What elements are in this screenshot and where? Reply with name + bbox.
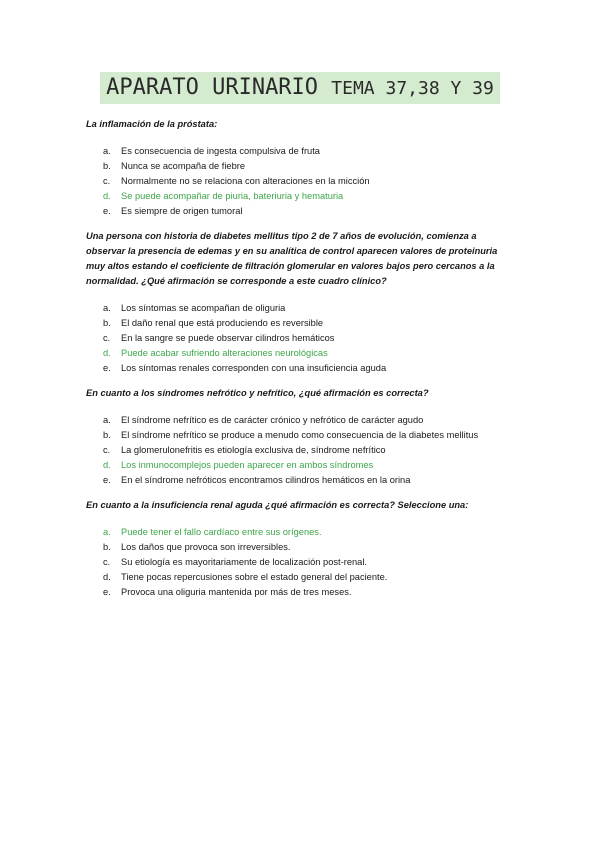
option-d-correct[interactable] [86,458,516,473]
option-text: Los daños que provoca son irreversibles. [121,542,291,552]
title-main: APARATO URINARIO [106,75,319,100]
option-letter: e. [103,363,111,373]
option-letter: b. [103,430,111,440]
option-c[interactable] [86,443,516,458]
option-letter: d. [103,460,111,470]
option-text: Normalmente no se relaciona con alteraciones en la micción [121,176,370,186]
option-text: La glomerulonefritis es etiología exclusiva de, síndrome nefrítico [121,445,386,455]
option-text: Puede acabar sufriendo alteraciones neurológicas [121,348,328,358]
option-letter: d. [103,572,111,582]
question-block-1 [86,117,516,219]
option-text: Puede tener el fallo cardíaco entre sus orígenes. [121,527,322,537]
option-text: Nunca se acompaña de fiebre [121,161,246,171]
option-list [86,144,516,219]
option-e[interactable] [86,361,516,376]
option-c[interactable] [86,555,516,570]
question-text: En cuanto a la insuficiencia renal aguda ¿qué afirmación es correcta? Seleccione una: [86,500,469,510]
option-text: Es siempre de origen tumoral [121,206,243,216]
option-letter: c. [103,176,111,186]
option-letter: a. [103,146,111,156]
option-text: Los síntomas renales corresponden con una insuficiencia aguda [121,363,387,373]
question-text: Una persona con historia de diabetes mellitus tipo 2 de 7 años de evolución, comienza a observar la presencia de edemas y en su analítica de control aparecen valores de proteinuria muy altos estando el coeficiente de filtración glomerular en valores bajos pero cercanos a la normalidad. ¿Qué afirmación se corresponde a este cuadro clínico? [86,231,498,286]
option-text: El síndrome nefrítico es de carácter crónico y nefrótico de carácter agudo [121,415,424,425]
option-text: Los síntomas se acompañan de oliguria [121,303,286,313]
option-list [86,413,516,488]
option-letter: a. [103,415,111,425]
option-b[interactable] [86,159,516,174]
option-a[interactable] [86,144,516,159]
option-letter: a. [103,303,111,313]
page-title [100,72,500,104]
option-text: En el síndrome nefróticos encontramos cilindros hemáticos en la orina [121,475,411,485]
option-b[interactable] [86,540,516,555]
option-e[interactable] [86,585,516,600]
option-text: El daño renal que está produciendo es reversible [121,318,324,328]
option-text: En la sangre se puede observar cilindros hemáticos [121,333,335,343]
option-letter: e. [103,206,111,216]
option-text: Los inmunocomplejos pueden aparecer en ambos síndromes [121,460,374,470]
quiz-content [86,117,516,610]
option-text: Tiene pocas repercusiones sobre el estado general del paciente. [121,572,388,582]
option-letter: b. [103,318,111,328]
option-b[interactable] [86,316,516,331]
question-text: La inflamación de la próstata: [86,119,218,129]
option-text: Es consecuencia de ingesta compulsiva de fruta [121,146,320,156]
option-letter: d. [103,191,111,201]
option-d-correct[interactable] [86,189,516,204]
question-text: En cuanto a los síndromes nefrótico y nefrítico, ¿qué afirmación es correcta? [86,388,429,398]
option-a[interactable] [86,413,516,428]
question-block-4 [86,498,516,600]
option-list [86,301,516,376]
option-letter: d. [103,348,111,358]
option-c[interactable] [86,174,516,189]
option-c[interactable] [86,331,516,346]
option-list [86,525,516,600]
option-letter: c. [103,557,111,567]
option-letter: a. [103,527,111,537]
option-a-correct[interactable] [86,525,516,540]
option-letter: b. [103,161,111,171]
option-letter: e. [103,475,111,485]
option-text: Se puede acompañar de piuria, bateriuria y hematuria [121,191,344,201]
question-block-3 [86,386,516,488]
option-letter: e. [103,587,111,597]
option-letter: c. [103,333,111,343]
option-d[interactable] [86,570,516,585]
title-container [0,72,600,104]
option-b[interactable] [86,428,516,443]
option-a[interactable] [86,301,516,316]
option-e[interactable] [86,473,516,488]
title-sub: TEMA 37,38 Y 39 [331,78,494,99]
option-d-correct[interactable] [86,346,516,361]
question-block-2 [86,229,516,376]
option-text: Su etiología es mayoritariamente de localización post-renal. [121,557,367,567]
option-letter: b. [103,542,111,552]
option-e[interactable] [86,204,516,219]
option-text: El síndrome nefrítico se produce a menudo como consecuencia de la diabetes mellitus [121,430,479,440]
option-text: Provoca una oliguria mantenida por más de tres meses. [121,587,352,597]
option-letter: c. [103,445,111,455]
